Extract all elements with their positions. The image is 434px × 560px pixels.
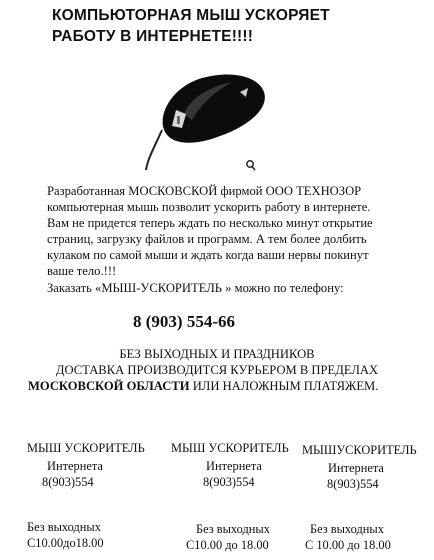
tear-off-1-title: МЫШ УСКОРИТЕЛЬ xyxy=(27,441,145,455)
delivery-payment: ИЛИ НАЛОЖНЫМ ПЛАТЯЖЕМ. xyxy=(189,379,379,393)
tear-off-2-hours: С10.00 до 18.00 xyxy=(186,538,269,552)
tear-off-3-phone: 8(903)554 xyxy=(327,477,379,491)
delivery-region: МОСКОВСКОЙ ОБЛАСТИ xyxy=(28,379,190,393)
description-line-2: компьютерная мышь позволит ускорить работу в интернете. xyxy=(47,200,371,214)
tear-off-1-phone: 8(903)554 xyxy=(42,475,94,489)
computer-mouse-icon xyxy=(140,70,280,180)
description-line-3: Вам не придется теперь ждать по несколько минут открытие xyxy=(47,216,373,230)
delivery-line-3 xyxy=(28,379,378,395)
magnifier-icon xyxy=(247,161,255,170)
order-line: Заказать «МЫШ-УСКОРИТЕЛЬ » можно по телефону: xyxy=(47,281,344,295)
phone-number: 8 (903) 554-66 xyxy=(133,312,235,331)
headline-line-2: РАБОТУ В ИНТЕРНЕТЕ!!!! xyxy=(52,28,254,45)
tear-off-1-hours-label: Без выходных xyxy=(27,520,101,534)
description-line-1: Разработанная МОСКОВСКОЙ фирмой ООО ТЕХНОЗОР xyxy=(47,184,362,198)
description-line-5: кулаком по самой мыши и ждать когда ваши нервы покинут xyxy=(47,248,369,262)
tear-off-3-hours: С 10.00 до 18.00 xyxy=(305,538,391,552)
tear-off-3-subtitle: Интернета xyxy=(328,461,384,475)
tear-off-2-subtitle: Интернета xyxy=(206,459,262,473)
delivery-line-2: ДОСТАВКА ПРОИЗВОДИТСЯ КУРЬЕРОМ В ПРЕДЕЛАХ xyxy=(55,363,379,377)
tear-off-1-hours: С10.00до18.00 xyxy=(27,536,104,550)
description-line-4: страниц, загрузку файлов и программ. А тем более долбить xyxy=(47,232,367,246)
tear-off-1-subtitle: Интернета xyxy=(47,459,103,473)
headline-line-1: КОМПЬЮТОРНАЯ МЫШ УСКОРЯЕТ xyxy=(52,7,330,24)
tear-off-3-hours-label: Без выходных xyxy=(310,522,384,536)
tear-off-3-title: МЫШУСКОРИТЕЛЬ xyxy=(302,443,417,457)
tear-off-2-hours-label: Без выходных xyxy=(196,522,270,536)
tear-off-2-title: МЫШ УСКОРИТЕЛЬ xyxy=(171,441,289,455)
tear-off-2-phone: 8(903)554 xyxy=(203,475,255,489)
delivery-line-1: БЕЗ ВЫХОДНЫХ И ПРАЗДНИКОВ xyxy=(119,347,315,361)
description-line-6: ваше тело.!!! xyxy=(47,264,117,278)
